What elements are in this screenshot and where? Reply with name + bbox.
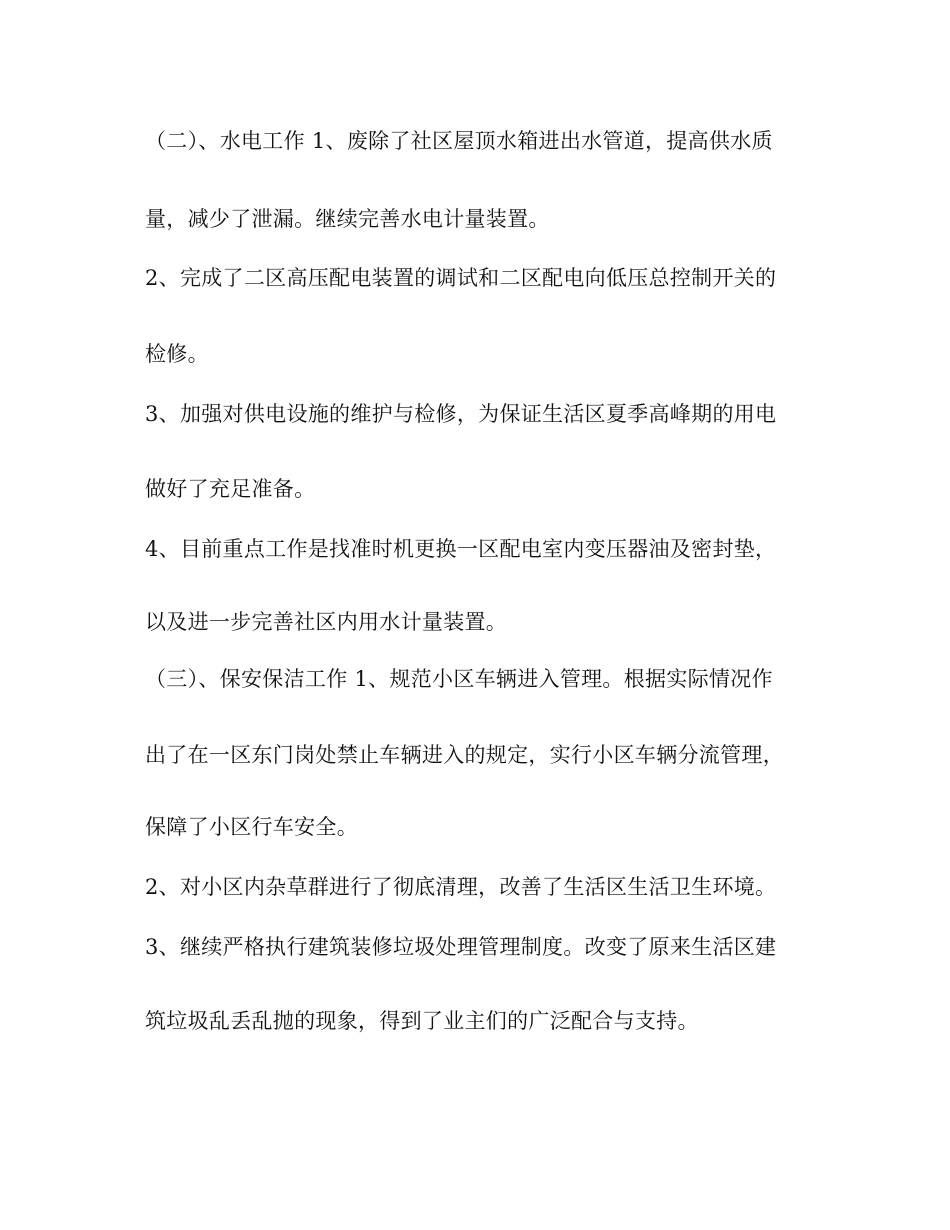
text-line: 量，减少了泄漏。继续完善水电计量装置。 — [145, 207, 550, 231]
text-line: 出了在一区东门岗处禁止车辆进入的规定，实行小区车辆分流管理， — [145, 743, 784, 767]
text-line: （二）、水电工作 1、废除了社区屋顶水箱进出水管道，提高供水质 — [145, 129, 773, 153]
text-line: 2、对小区内杂草群进行了彻底清理，改善了生活区生活卫生环境。 — [145, 875, 777, 899]
text-line: 做好了充足准备。 — [145, 477, 316, 501]
text-line: 3、继续严格执行建筑装修垃圾处理管理制度。改变了原来生活区建 — [145, 935, 777, 959]
text-line: 以及进一步完善社区内用水计量装置。 — [145, 610, 508, 634]
text-line: 4、目前重点工作是找准时机更换一区配电室内变压器油及密封垫， — [145, 537, 777, 561]
text-line: 筑垃圾乱丢乱抛的现象，得到了业主们的广泛配合与支持。 — [145, 1009, 699, 1033]
text-line: 3、加强对供电设施的维护与检修，为保证生活区夏季高峰期的用电 — [145, 402, 777, 426]
text-line: 检修。 — [145, 342, 209, 366]
text-line: 保障了小区行车安全。 — [145, 815, 358, 839]
text-line: 2、完成了二区高压配电装置的调试和二区配电向低压总控制开关的 — [145, 266, 777, 290]
text-line: （三）、保安保洁工作 1、规范小区车辆进入管理。根据实际情况作 — [145, 667, 773, 691]
